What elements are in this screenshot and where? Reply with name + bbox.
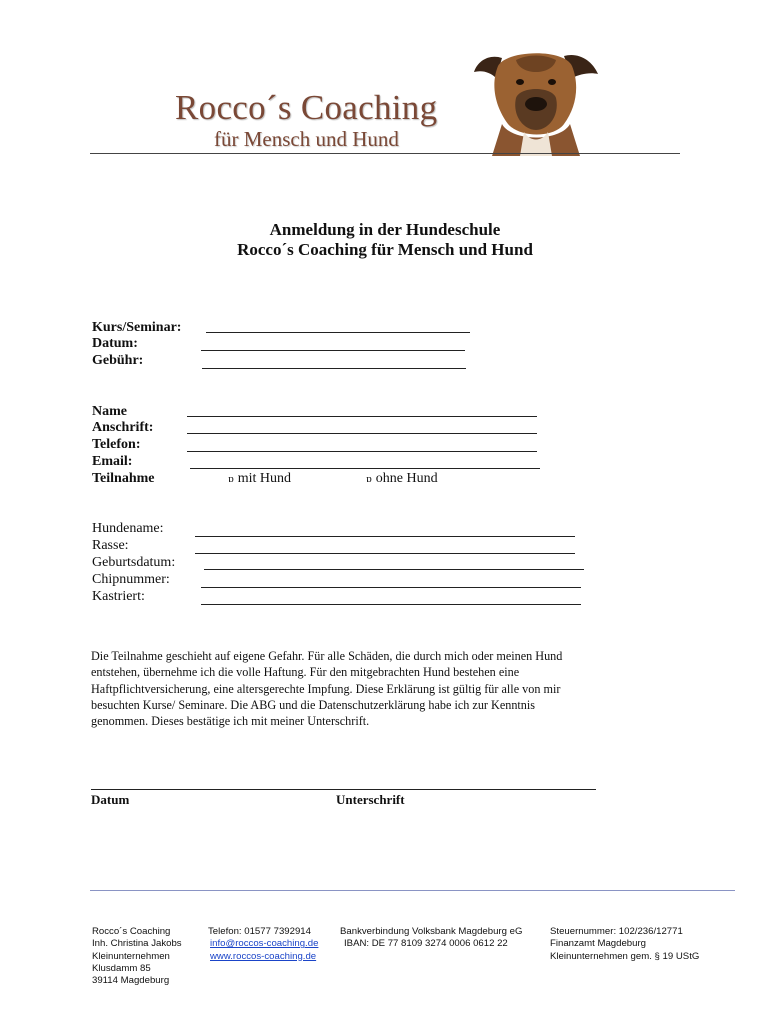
footer-divider (90, 890, 735, 891)
option-mit-hund[interactable] (228, 471, 291, 487)
kastriert-field[interactable] (201, 604, 581, 605)
footer-web-link[interactable]: www.roccos-coaching.de (210, 950, 317, 962)
form-subtitle: Rocco´s Coaching für Mensch und Hund (237, 240, 533, 259)
signature-datum-label: Datum (91, 792, 130, 807)
chipnummer-field[interactable] (201, 587, 581, 588)
dog-portrait-image (472, 46, 600, 156)
signature-unterschrift-label: Unterschrift (336, 792, 405, 807)
footer-tax-number: Steuernummer: 102/236/12771 (550, 926, 683, 937)
footer-tax-office: Finanzamt Magdeburg (550, 938, 646, 950)
geburtsdatum-label: Geburtsdatum: (92, 555, 176, 570)
option-mit-hund-label: mit Hund (237, 471, 292, 486)
footer-phone: Telefon: 01577 7392914 (208, 926, 311, 937)
hundename-label: Hundename: (92, 521, 164, 536)
name-field[interactable] (187, 416, 537, 417)
rasse-label: Rasse: (92, 538, 129, 553)
form-title: Anmeldung in der Hundeschule (269, 220, 501, 239)
kastriert-label: Kastriert: (92, 589, 145, 604)
footer-bank (340, 926, 522, 951)
telefon-label: Telefon: (92, 437, 141, 452)
chipnummer-label: Chipnummer: (92, 572, 170, 587)
option-ohne-hund[interactable] (366, 471, 438, 487)
gebuehr-label: Gebühr: (92, 353, 144, 368)
option-ohne-hund-label: ohne Hund (375, 471, 438, 486)
footer-tax (550, 926, 699, 963)
email-label: Email: (92, 454, 133, 469)
checkbox-icon[interactable]: ɒ (366, 473, 372, 485)
footer-iban: IBAN: DE 77 8109 3274 0006 0612 22 (344, 938, 508, 950)
rasse-field[interactable] (195, 553, 575, 554)
footer-email-link[interactable]: info@roccos-coaching.de (210, 938, 319, 950)
footer-city: 39114 Magdeburg (92, 975, 170, 987)
footer-street: Klusdamm 85 (92, 962, 151, 974)
disclaimer-line: genommen. Dieses bestätige ich mit meiner Unterschrift. (91, 714, 370, 729)
kurs-field[interactable] (206, 332, 470, 333)
footer-contact (208, 926, 318, 963)
gebuehr-field[interactable] (202, 368, 466, 369)
teilnahme-label: Teilnahme (92, 471, 155, 486)
datum-label: Datum: (92, 336, 138, 351)
footer-business-type: Kleinunternehmen (92, 950, 170, 962)
footer-company: Rocco´s Coaching (92, 926, 171, 937)
disclaimer-line: Haftpflichtversicherung, eine altersgerechte Impfung. Diese Erklärung ist gültig für alle von mir (91, 681, 561, 696)
name-label: Name (92, 404, 127, 419)
geburtsdatum-field[interactable] (204, 569, 584, 570)
disclaimer-line: Die Teilnahme geschieht auf eigene Gefahr. Für alle Schäden, die durch mich oder meinen Hund (91, 649, 563, 663)
email-field[interactable] (190, 468, 540, 469)
datum-field[interactable] (201, 350, 465, 351)
kurs-label: Kurs/Seminar: (92, 320, 182, 335)
footer-tax-note: Kleinunternehmen gem. § 19 UStG (550, 950, 700, 962)
telefon-field[interactable] (187, 451, 537, 452)
header-divider (90, 153, 680, 154)
disclaimer-paragraph (91, 648, 661, 729)
checkbox-icon[interactable]: ɒ (228, 473, 234, 485)
disclaimer-line: besuchten Kurse/ Seminare. Die ABG und die Datenschutzerklärung habe ich zur Kenntnis (91, 697, 536, 712)
footer-address (92, 926, 182, 987)
footer-owner: Inh. Christina Jakobs (92, 938, 182, 950)
disclaimer-line: entstehen, übernehme ich die volle Haftung. Für den mitgebrachten Hund bestehen eine (91, 665, 520, 680)
anschrift-label: Anschrift: (92, 420, 154, 435)
logo-subtitle: für Mensch und Hund (214, 127, 399, 151)
anschrift-field[interactable] (187, 433, 537, 434)
logo-title: Rocco´s Coaching (175, 88, 438, 127)
hundename-field[interactable] (195, 536, 575, 537)
footer-bank-name: Bankverbindung Volksbank Magdeburg eG (340, 926, 523, 937)
signature-line[interactable] (91, 789, 596, 790)
